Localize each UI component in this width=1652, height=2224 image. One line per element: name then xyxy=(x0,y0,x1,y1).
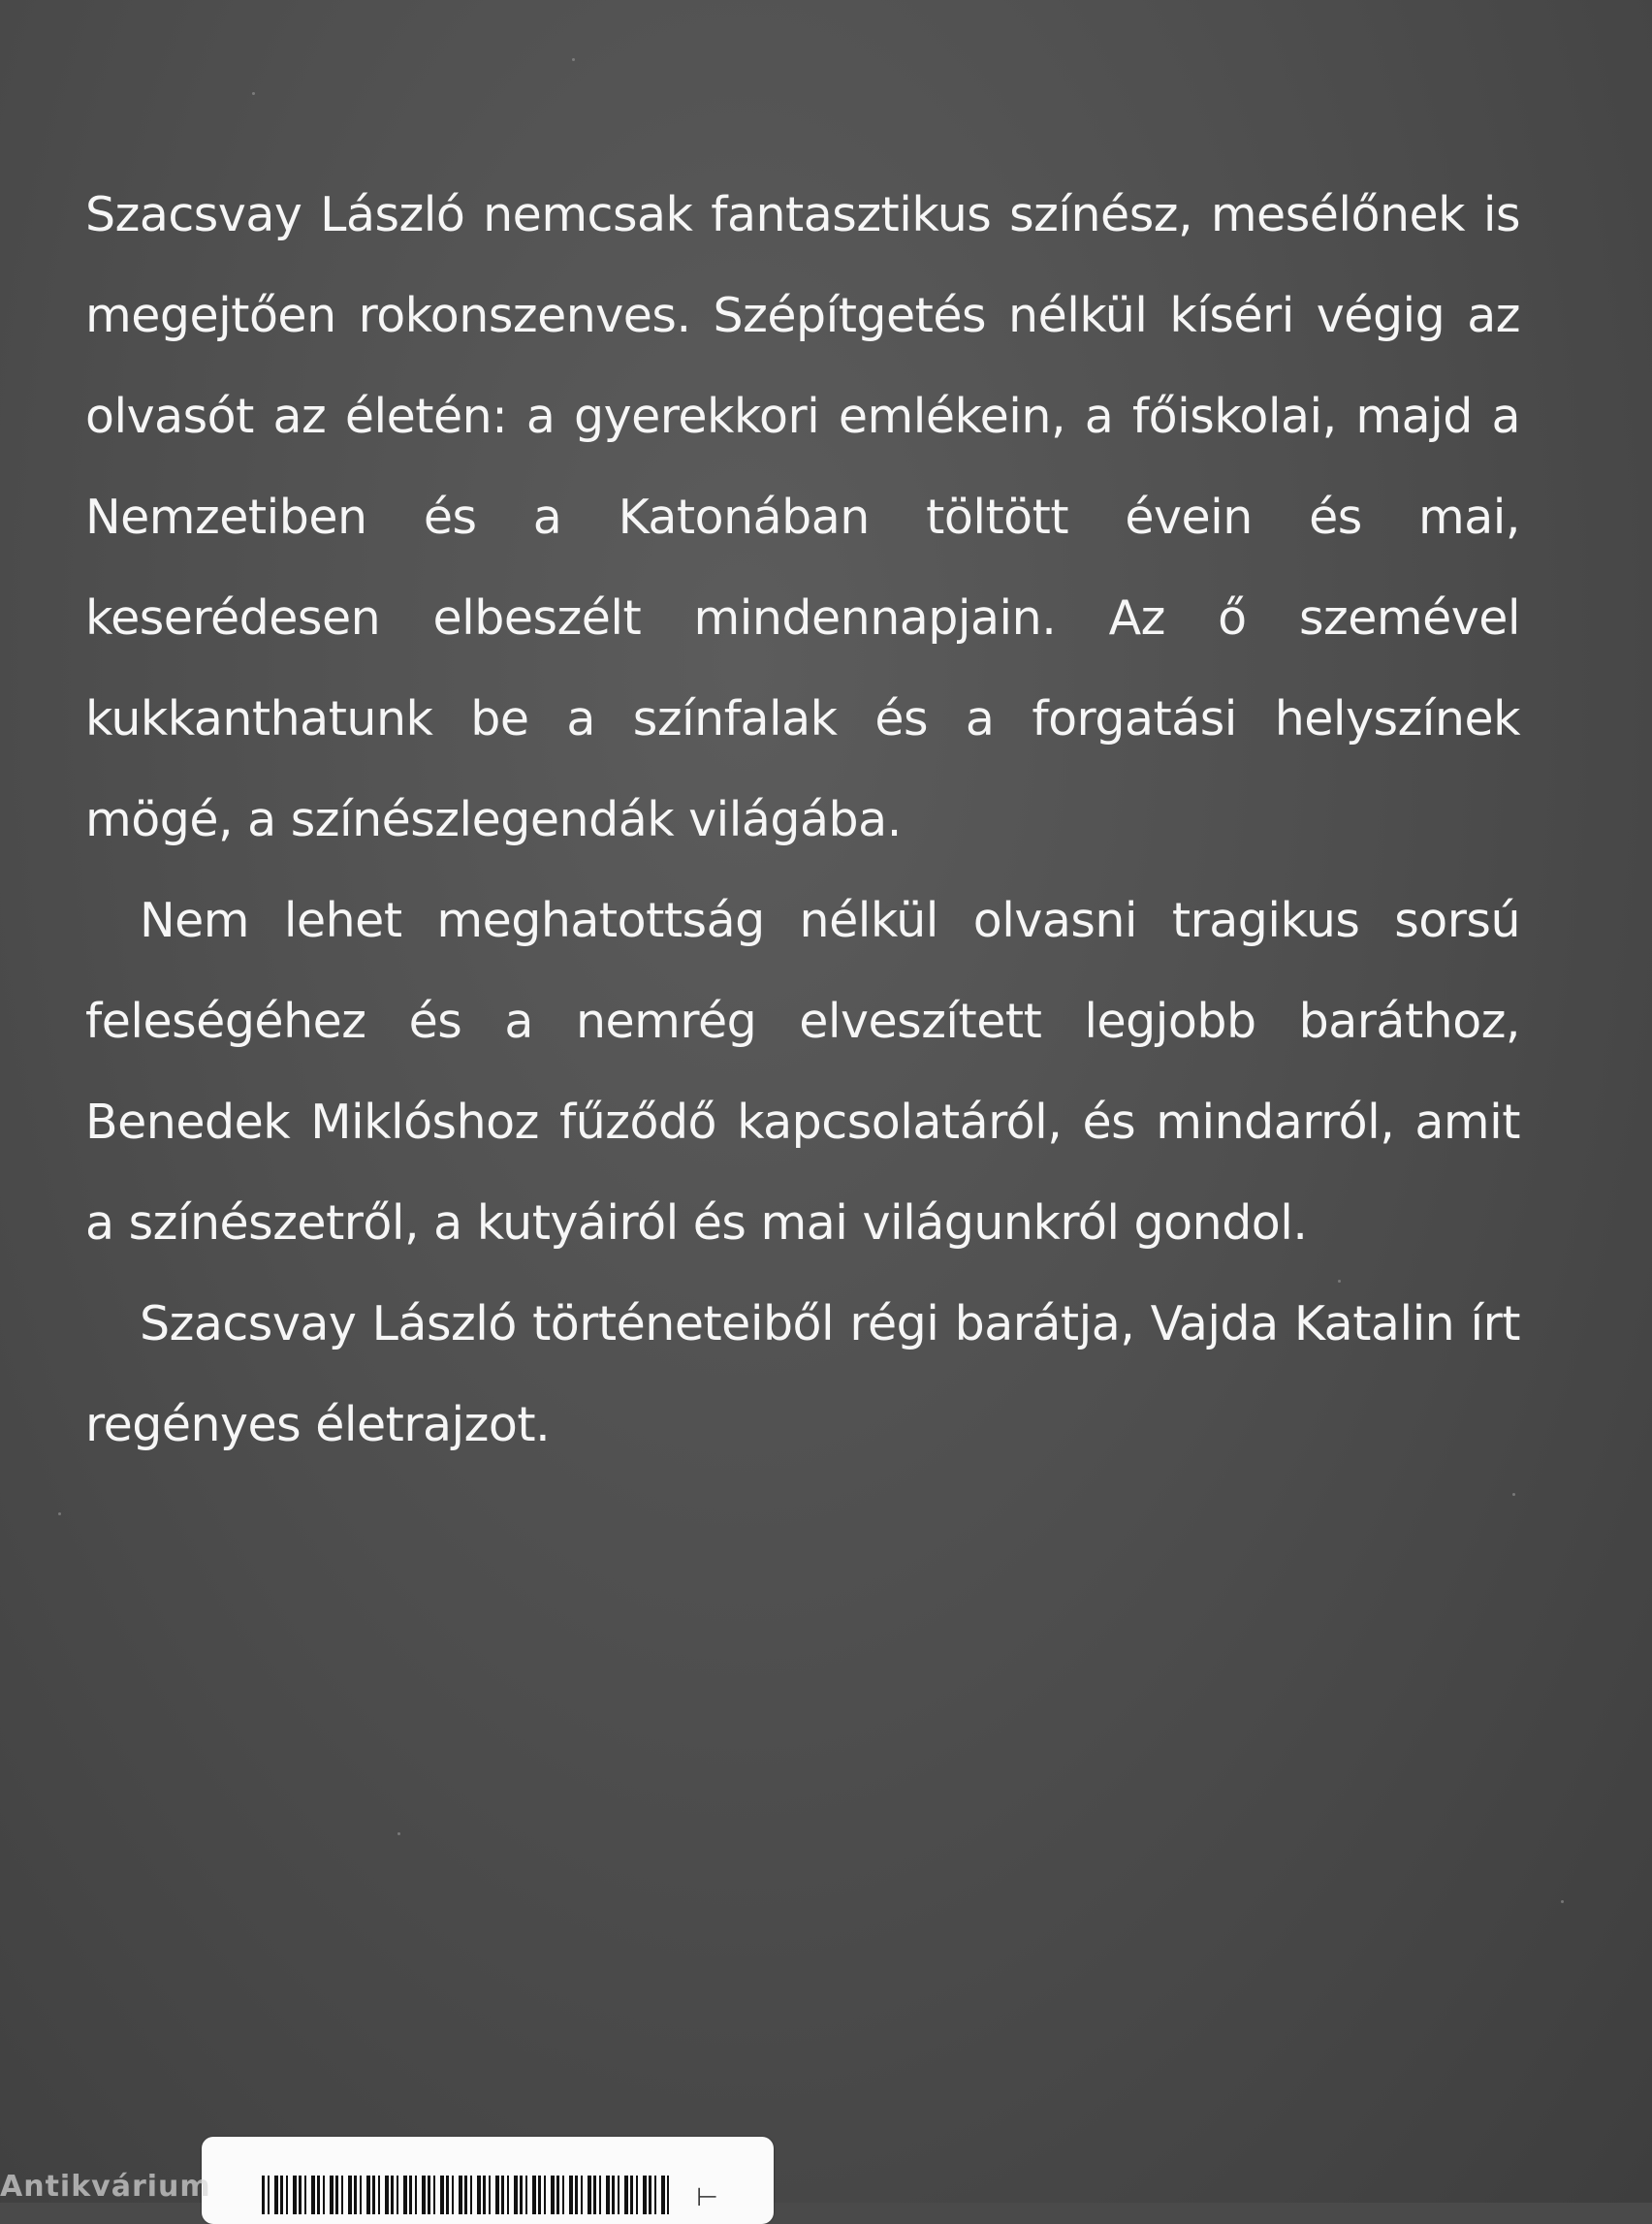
sticker-mark-icon: ⊢ xyxy=(696,2183,718,2212)
dust-speck xyxy=(1561,1900,1564,1903)
blurb-paragraph-3: Szacsvay László történeteiből régi barátja, Vajda Katalin írt regényes életrajzot. xyxy=(85,1296,1520,1452)
blurb-paragraph-2: Nem lehet meghatottság nélkül olvasni tragikus sorsú feleségéhez és a nemrég elveszített legjobb baráthoz, Benedek Miklóshoz fűződő kapcsolatáról, és mindarról, amit a színészetről, a kutyáiról és mai világunkról gondol. xyxy=(85,893,1520,1251)
dust-speck xyxy=(397,1832,400,1835)
barcode-sticker xyxy=(202,2137,774,2224)
barcode-icon xyxy=(262,2176,669,2214)
dust-speck xyxy=(252,92,255,95)
dust-speck xyxy=(572,58,575,61)
dust-speck xyxy=(58,1512,61,1515)
blurb-text xyxy=(85,165,1520,1476)
blurb-paragraph-1: Szacsvay László nemcsak fantasztikus színész, mesélőnek is megejtően rokonszenves. Szépítgetés nélkül kíséri végig az olvasót az életén: a gyerekkori emlékein, a főiskolai, majd a Nemzetiben és a Katonában töltött évein és mai, keserédesen elbeszélt mindennapjain. Az ő szemével kukkanthatunk be a színfalak és a forgatási helyszínek mögé, a színészlegendák világába. xyxy=(85,187,1520,847)
dust-speck xyxy=(1512,1493,1515,1496)
stamp-text: Antikvárium xyxy=(0,2170,211,2204)
